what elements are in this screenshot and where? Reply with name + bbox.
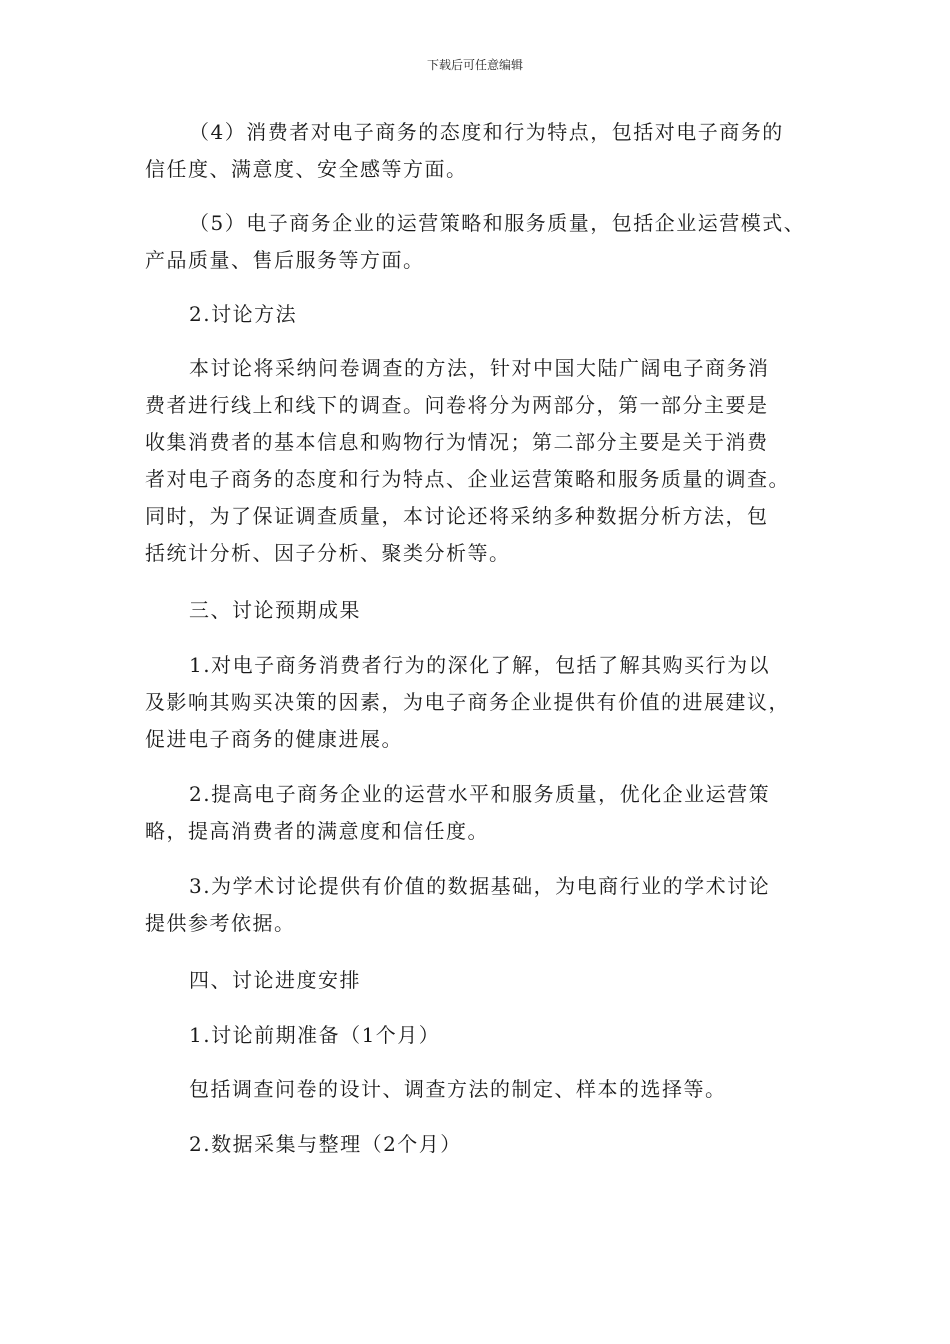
paragraph-line: 产品质量、售后服务等方面。 — [145, 248, 425, 272]
paragraph-result-3 — [145, 868, 825, 942]
heading-text: 2.数据采集与整理（2个月） — [189, 1132, 462, 1156]
paragraph-line: 提供参考依据。 — [145, 911, 296, 935]
heading-text: 三、讨论预期成果 — [189, 598, 361, 622]
paragraph-line: 括统计分析、因子分析、聚类分析等。 — [145, 541, 511, 565]
paragraph-line: 费者进行线上和线下的调查。问卷将分为两部分，第一部分主要是 — [145, 393, 769, 417]
heading-preparation-phase — [145, 1017, 825, 1054]
paragraph-line: 同时，为了保证调查质量，本讨论还将采纳多种数据分析方法，包 — [145, 504, 769, 528]
heading-text: 2.讨论方法 — [189, 302, 298, 326]
heading-text: 1.讨论前期准备（1个月） — [189, 1023, 441, 1047]
heading-schedule — [145, 962, 825, 999]
paragraph-line: 略，提高消费者的满意度和信任度。 — [145, 819, 489, 843]
paragraph-line: 1.对电子商务消费者行为的深化了解，包括了解其购买行为以 — [189, 653, 771, 677]
paragraph-result-2 — [145, 776, 825, 850]
paragraph-method-body — [145, 350, 825, 572]
paragraph-line: （5）电子商务企业的运营策略和服务质量，包括企业运营模式、 — [189, 211, 806, 235]
paragraph-result-1 — [145, 647, 825, 758]
heading-expected-results — [145, 592, 825, 629]
heading-text: 四、讨论进度安排 — [189, 968, 361, 992]
paragraph-line: 及影响其购买决策的因素，为电子商务企业提供有价值的进展建议， — [145, 690, 790, 714]
page-header-note: 下载后可任意编辑 — [426, 58, 523, 72]
paragraph-line: 促进电子商务的健康进展。 — [145, 727, 403, 751]
heading-data-collection-phase — [145, 1126, 825, 1163]
paragraph-line: 本讨论将采纳问卷调查的方法，针对中国大陆广阔电子商务消 — [189, 356, 770, 380]
paragraph-line: 者对电子商务的态度和行为特点、企业运营策略和服务质量的调查。 — [145, 467, 790, 491]
paragraph-line: 2.提高电子商务企业的运营水平和服务质量，优化企业运营策 — [189, 782, 771, 806]
paragraph-line: 3.为学术讨论提供有价值的数据基础，为电商行业的学术讨论 — [189, 874, 771, 898]
heading-research-method — [145, 296, 825, 333]
paragraph-line: 收集消费者的基本信息和购物行为情况；第二部分主要是关于消费 — [145, 430, 769, 454]
paragraph-line: 信任度、满意度、安全感等方面。 — [145, 157, 468, 181]
paragraph-consumer-attitude — [145, 114, 825, 188]
paragraph-line: 包括调查问卷的设计、调查方法的制定、样本的选择等。 — [189, 1077, 727, 1101]
paragraph-operations-strategy — [145, 205, 825, 279]
paragraph-preparation-body — [145, 1071, 825, 1108]
paragraph-line: （4）消费者对电子商务的态度和行为特点，包括对电子商务的 — [189, 120, 784, 144]
